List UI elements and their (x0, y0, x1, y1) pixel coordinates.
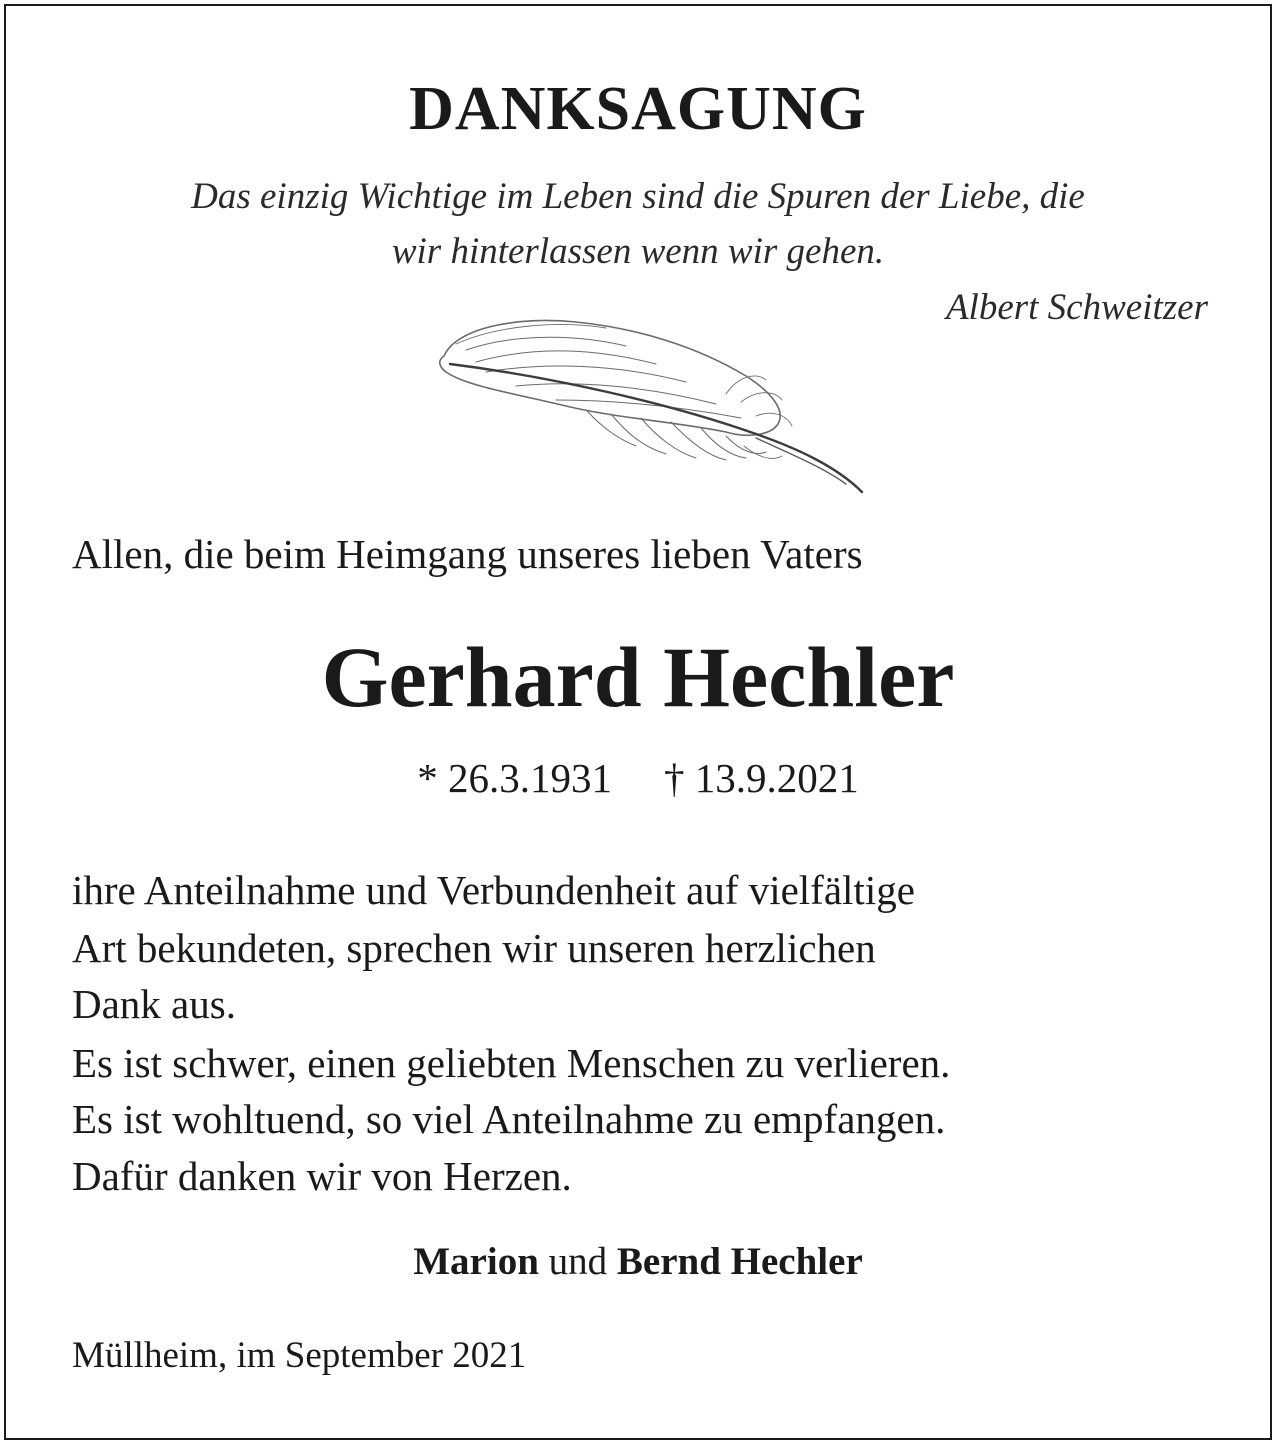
signature-name-2: Bernd Hechler (616, 1240, 863, 1283)
life-dates (6, 755, 1270, 801)
signature-connector: und (548, 1240, 608, 1283)
death-date: † 13.9.2021 (664, 755, 859, 801)
quote-author: Albert Schweitzer (945, 287, 1208, 328)
quote-line-2: wir hinterlassen wenn wir gehen. (391, 231, 885, 272)
deceased-name: Gerhard Hechler (321, 629, 955, 725)
body-line: Dank aus. (72, 981, 236, 1027)
intro-text: Allen, die beim Heimgang unseres lieben Vaters (72, 531, 863, 577)
obituary-notice (4, 4, 1272, 1440)
body-line: Dafür danken wir von Herzen. (72, 1153, 572, 1199)
quote-line-1: Das einzig Wichtige im Leben sind die Spuren der Liebe, die (191, 176, 1085, 217)
body-line: Es ist schwer, einen geliebten Menschen zu verlieren. (72, 1040, 951, 1086)
feather-icon (426, 306, 866, 496)
signature-name-1: Marion (413, 1240, 539, 1283)
body-line: Es ist wohltuend, so viel Anteilnahme zu empfangen. (72, 1096, 946, 1142)
birth-date: * 26.3.1931 (417, 755, 612, 801)
body-line: Art bekundeten, sprechen wir unseren herzlichen (72, 925, 876, 971)
heading: DANKSAGUNG (409, 75, 867, 143)
body-line: ihre Anteilnahme und Verbundenheit auf vielfältige (72, 867, 915, 913)
place-date: Müllheim, im September 2021 (72, 1335, 527, 1376)
signature (6, 1242, 1270, 1281)
